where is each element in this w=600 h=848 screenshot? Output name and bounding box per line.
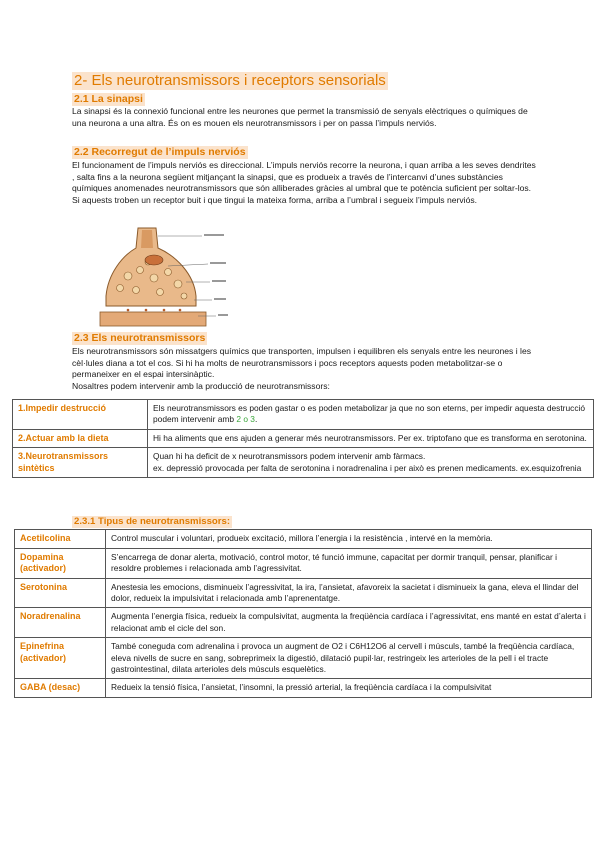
row-label: 3.Neurotransmissors sintètics	[13, 448, 148, 478]
table-row	[15, 638, 592, 679]
paragraph-intervenir: Nosaltres podem intervenir amb la producció de neurotransmissors:	[72, 381, 330, 391]
row-text: Control muscular i voluntari, produeix excitació, millora l’energia i la resistència , intervé en la memòria.	[106, 530, 592, 549]
document-title: 2- Els neurotransmissors i receptors sensorials	[74, 72, 386, 89]
heading-sinapsi: 2.1 La sinapsi	[74, 93, 143, 105]
row-text: Augmenta l’energia física, redueix la compulsivitat, augmenta la freqüència cardíaca i l’agressivitat, ens manté en estat d’alerta i relacionat amb el cicle del son.	[106, 608, 592, 638]
table-row	[13, 448, 594, 478]
row-text: Quan hi ha deficit de x neurotransmissors podem intervenir amb fàrmacs. ex. depressió provocada per falta de serotonina i noradrenalina i per això es prenen medicaments. ex.esquizofrenia	[148, 448, 594, 478]
row-text: També coneguda com adrenalina i provoca un augment de O2 i C6H12O6 al cervell i músculs, també la freqüència cardíaca, eleva nivells de sucre en sang, sobreprimeix la digestió, dilatació pupil·lar, restringeix les arterioles de la pell i el tracte gastrointestinal, dilata arterioles dels músculs esquelètics.	[106, 638, 592, 679]
table-row	[15, 548, 592, 578]
types-table	[14, 529, 592, 698]
table-row	[15, 578, 592, 608]
paragraph-sinapsi: La sinapsi és la connexió funcional entre les neurones que permet la transmissió de senyals elèctriques o químiques de una neurona a una altra. És on es mouen els neurotransmissors i per on passa l’impuls nerviós.	[72, 106, 528, 128]
table-row	[13, 400, 594, 430]
row-label: Noradrenalina	[15, 608, 106, 638]
table-row	[15, 679, 592, 698]
row-text: Anestesia les emocions, disminueix l’agressivitat, la ira, l’ansietat, afavoreix la sacietat i disminueix la gana, eleva el llindar del dolor, redueix la impulsivitat i relacionada amb l’aprenentatge.	[106, 578, 592, 608]
row-label: Epinefrina (activador)	[15, 638, 106, 679]
row-label: 2.Actuar amb la dieta	[13, 429, 148, 448]
row-label: Acetilcolina	[15, 530, 106, 549]
heading-neurotransmissors: 2.3 Els neurotransmissors	[74, 332, 206, 344]
table-row	[13, 429, 594, 448]
heading-tipus: 2.3.1 Tipus de neurotransmissors:	[74, 516, 231, 527]
row-label: GABA (desac)	[15, 679, 106, 698]
synapse-illustration	[98, 226, 230, 330]
row-text: Els neurotransmissors es poden gastar o es poden metabolizar ja que no son eterns, per impedir aquesta destrucció podem intervenir amb 2 o 3.	[148, 400, 594, 430]
row-label: Dopamina (activador)	[15, 548, 106, 578]
synapse-image	[98, 226, 230, 330]
heading-recorregut: 2.2 Recorregut de l’impuls nerviós	[74, 146, 246, 158]
row-text: Hi ha aliments que ens ajuden a generar més neurotransmissors. Per ex. triptofano que es transforma en serotonina.	[148, 429, 594, 448]
row-text: S’encarrega de donar alerta, motivació, control motor, té funció immune, capacitat per dormir tranquil, pensar, planificar i resoldre problemes i relacionada amb l’agressivitat.	[106, 548, 592, 578]
table-row	[15, 608, 592, 638]
paragraph-neurotransmissors: Els neurotransmissors són missatgers químics que transporten, impulsen i equilibren els senyals entre les neurones i les cèl·lules diana a tot el cos. Si hi ha molts de neurotransmissors i pocs receptors aquests poden metabolitzar-se o permaneixer en el espai intersinàptic.	[72, 346, 532, 380]
row-text: Redueix la tensió física, l’ansietat, l’insomni, la pressió arterial, la freqüència cardíaca i la compulsivitat	[106, 679, 592, 698]
highlight-text: 2 o 3	[236, 414, 255, 425]
table-row	[15, 530, 592, 549]
row-label: Serotonina	[15, 578, 106, 608]
paragraph-recorregut: El funcionament de l’impuls nerviós es direccional. L’impuls nerviós recorre la neurona, i quan arriba a les seves dendrites , salta fins a la neurona següent mitjançant la sinapsi, que es produeix a través de l’intercanvi d’unes substàncies químiques anomenades neurotransmissors que són alliberades gràcies al umbral que te potència suficient per soltar-los. Si aquests troben un receptor buit i que tingui la mateixa forma, arriba a l’umbral i segueix l’impuls nerviós.	[72, 160, 536, 205]
row-label: 1.Impedir destrucció	[13, 400, 148, 430]
intervention-table	[12, 399, 594, 478]
